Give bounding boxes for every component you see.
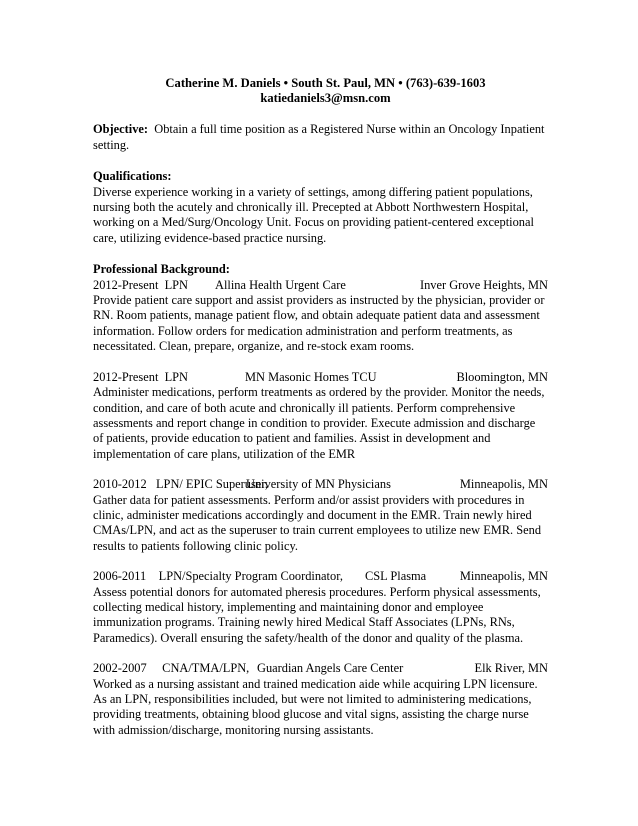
job-location: Minneapolis, MN: [459, 569, 548, 584]
job-dates-title: 2006-2011 LPN/Specialty Program Coordinator,: [93, 569, 343, 584]
job-description: Gather data for patient assessments. Perform and/or assist providers with procedures in clinic, administer medications accordingly and document in the EMR. Train newly hired CMAs/LPN, and act as the superuser to train current employees to utilize new EMR. Send results to patients following clinic policy.: [93, 492, 542, 553]
job-header-row: [93, 569, 548, 584]
job-location: Elk River, MN: [474, 661, 548, 676]
job-location: Bloomington, MN: [456, 369, 548, 384]
background-section: [93, 262, 548, 738]
resume-page: [93, 76, 548, 738]
resume-header: [93, 76, 548, 106]
objective-text: Obtain a full time position as a Registered Nurse within an Oncology Inpatient setting.: [93, 122, 545, 152]
job-description: Provide patient care support and assist providers as instructed by the physician, provider or RN. Room patients, manage patient flow, and obtain adequate patient data and assessment information. Follow orders for medication administration and perform treatments, as necessitated. Clean, prepare, organize, and re-stock exam rooms.: [93, 293, 545, 354]
job-dates-title: 2012-Present LPN: [93, 277, 188, 292]
job-description: Worked as a nursing assistant and trained medication aide while acquiring LPN licensure. As an LPN, responsibilities included, but were not limited to administering medications, providing treatments, obtaining blood glucose and vital signs, assisting the charge nurse with admission/discharge, monitoring nursing assistants.: [93, 676, 538, 737]
job-employer: University of MN Physicians: [246, 477, 391, 492]
qualifications-section: [93, 169, 548, 246]
job-dates-title: 2012-Present LPN: [93, 369, 188, 384]
objective-label: Objective:: [93, 122, 149, 137]
qualifications-text: Diverse experience working in a variety of settings, among differing patient populations, nursing both the acutely and chronically ill. Precepted at Abbott Northwestern Hospital, working on a Med/Surg/Oncology Unit. Focus on providing patient-centered exceptional care, utilizing evidence-based practice nursing.: [93, 184, 534, 245]
background-heading: Professional Background:: [93, 262, 230, 277]
job-employer: CSL Plasma: [365, 569, 427, 584]
job-employer: MN Masonic Homes TCU: [245, 369, 377, 384]
email-address: katiedaniels3@msn.com: [260, 91, 391, 106]
job-header-row: [93, 477, 548, 492]
job-description: Administer medications, perform treatments as ordered by the provider. Monitor the needs, condition, and care of both acute and chronically ill patients. Perform comprehensive assessments and report change in condition to provider. Execute admission and discharge of patients, provide education to patient and families. Assist in development and implementation of care plans, utilization of the EMR: [93, 385, 545, 461]
job-header-row: [93, 278, 548, 293]
job-entry: [93, 661, 548, 738]
job-entry: [93, 370, 548, 462]
job-employer: Allina Health Urgent Care: [215, 277, 346, 292]
job-header-row: [93, 661, 548, 676]
job-location: Minneapolis, MN: [459, 477, 548, 492]
job-location: Inver Grove Heights, MN: [419, 277, 548, 292]
job-header-row: [93, 370, 548, 385]
job-dates-title: 2010-2012 LPN/ EPIC Superuser,: [93, 477, 269, 492]
job-description: Assess potential donors for automated pheresis procedures. Perform physical assessments, collecting medical history, implementing and maintaining donor and employee immunization programs. Training newly hired Medical Staff Associates (LPNs, RNs, Paramedics). Overall ensuring the safety/health of the donor and quality of the plasma.: [93, 584, 541, 645]
job-entry: [93, 477, 548, 554]
job-dates-title: 2002-2007 CNA/TMA/LPN,: [93, 661, 250, 676]
objective-section: [93, 122, 548, 153]
job-entry: [93, 278, 548, 355]
qualifications-heading: Qualifications:: [93, 169, 172, 184]
contact-line: Catherine M. Daniels • South St. Paul, MN • (763)-639-1603: [165, 76, 486, 90]
job-entry: [93, 569, 548, 646]
job-employer: Guardian Angels Care Center: [257, 661, 404, 676]
